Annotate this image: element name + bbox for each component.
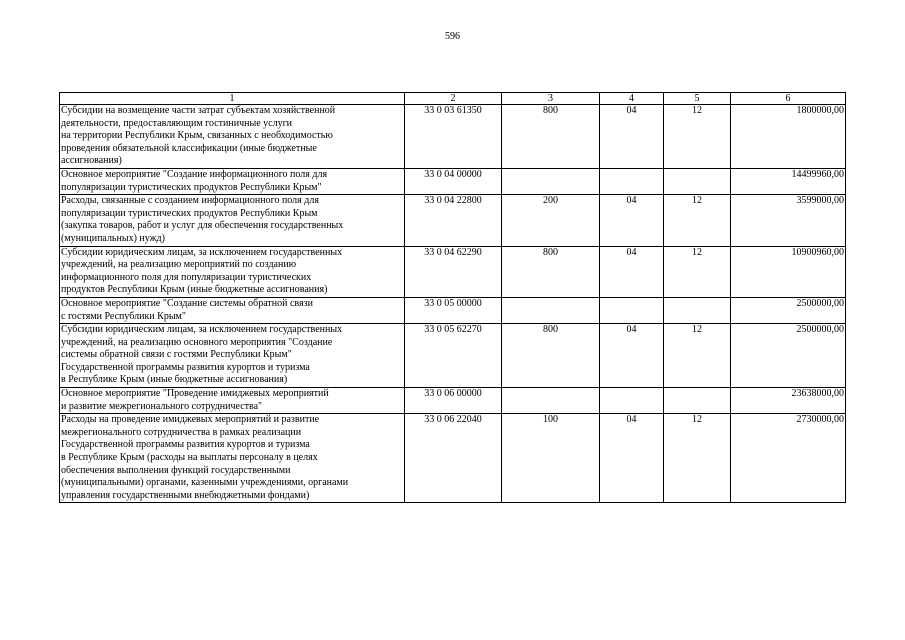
row-subsection: 12 — [664, 246, 731, 297]
row-section: 04 — [600, 195, 664, 246]
row-target-code: 33 0 05 00000 — [405, 297, 502, 323]
row-amount: 3599000,00 — [731, 195, 846, 246]
row-description: Основное мероприятие "Проведение имиджевых мероприятий и развитие межрегионального сотрудничества" — [60, 388, 405, 414]
table-row — [60, 297, 846, 323]
row-amount: 2730000,00 — [731, 414, 846, 503]
row-expense-type: 800 — [502, 246, 600, 297]
column-header-6: 6 — [731, 93, 846, 105]
row-section: 04 — [600, 414, 664, 503]
row-subsection: 12 — [664, 324, 731, 388]
row-amount: 10900960,00 — [731, 246, 846, 297]
table-row — [60, 195, 846, 246]
table-row — [60, 324, 846, 388]
table-row — [60, 388, 846, 414]
row-section: 04 — [600, 246, 664, 297]
row-target-code: 33 0 05 62270 — [405, 324, 502, 388]
row-subsection — [664, 297, 731, 323]
row-section — [600, 388, 664, 414]
column-header-4: 4 — [600, 93, 664, 105]
column-header-3: 3 — [502, 93, 600, 105]
row-section — [600, 297, 664, 323]
table-row — [60, 246, 846, 297]
row-amount: 1800000,00 — [731, 105, 846, 169]
row-expense-type: 800 — [502, 324, 600, 388]
row-target-code: 33 0 06 22040 — [405, 414, 502, 503]
column-header-5: 5 — [664, 93, 731, 105]
row-description: Субсидии на возмещение части затрат субъектам хозяйственной деятельности, предоставляющим гостиничные услуги на территории Республики Крым, связанных с необходимостью проведения обязательной классификации (иные бюджетные ассигнования) — [60, 105, 405, 169]
row-subsection: 12 — [664, 414, 731, 503]
row-subsection — [664, 388, 731, 414]
column-header-2: 2 — [405, 93, 502, 105]
row-section: 04 — [600, 105, 664, 169]
budget-table — [59, 92, 846, 503]
row-target-code: 33 0 04 22800 — [405, 195, 502, 246]
row-amount: 23638000,00 — [731, 388, 846, 414]
table-row — [60, 168, 846, 194]
table-row — [60, 105, 846, 169]
page-number: 596 — [445, 31, 460, 42]
row-target-code: 33 0 04 62290 — [405, 246, 502, 297]
row-section — [600, 168, 664, 194]
row-target-code: 33 0 06 00000 — [405, 388, 502, 414]
row-amount: 14499960,00 — [731, 168, 846, 194]
row-description: Субсидии юридическим лицам, за исключением государственных учреждений, на реализацию мероприятий по созданию информационного поля для популяризации туристических продуктов Республики Крым (иные бюджетные ассигнования) — [60, 246, 405, 297]
row-expense-type: 800 — [502, 105, 600, 169]
row-description: Расходы, связанные с созданием информационного поля для популяризации туристических продуктов Республики Крым (закупка товаров, работ и услуг для обеспечения государственных (муниципальных) нужд) — [60, 195, 405, 246]
row-target-code: 33 0 04 00000 — [405, 168, 502, 194]
row-expense-type: 200 — [502, 195, 600, 246]
row-expense-type — [502, 297, 600, 323]
row-description: Основное мероприятие "Создание системы обратной связи с гостями Республики Крым" — [60, 297, 405, 323]
row-subsection: 12 — [664, 105, 731, 169]
column-header-1: 1 — [60, 93, 405, 105]
row-expense-type — [502, 388, 600, 414]
row-description: Основное мероприятие "Создание информационного поля для популяризации туристических продуктов Республики Крым" — [60, 168, 405, 194]
table-header-row — [60, 93, 846, 105]
row-target-code: 33 0 03 61350 — [405, 105, 502, 169]
row-section: 04 — [600, 324, 664, 388]
row-expense-type: 100 — [502, 414, 600, 503]
row-expense-type — [502, 168, 600, 194]
row-description: Субсидии юридическим лицам, за исключением государственных учреждений, на реализацию основного мероприятия "Создание системы обратной связи с гостями Республики Крым" Государственной программы развития курортов и туризма в Республике Крым (иные бюджетные ассигнования) — [60, 324, 405, 388]
row-subsection: 12 — [664, 195, 731, 246]
row-amount: 2500000,00 — [731, 324, 846, 388]
table-row — [60, 414, 846, 503]
row-amount: 2500000,00 — [731, 297, 846, 323]
row-subsection — [664, 168, 731, 194]
row-description: Расходы на проведение имиджевых мероприятий и развитие межрегионального сотрудничества в рамках реализации Государственной программы развития курортов и туризма в Республике Крым (расходы на выплаты персоналу в целях обеспечения выполнения функций государственными (муниципальными) органами, казенными учреждениями, органами управления государственными внебюджетными фондами) — [60, 414, 405, 503]
